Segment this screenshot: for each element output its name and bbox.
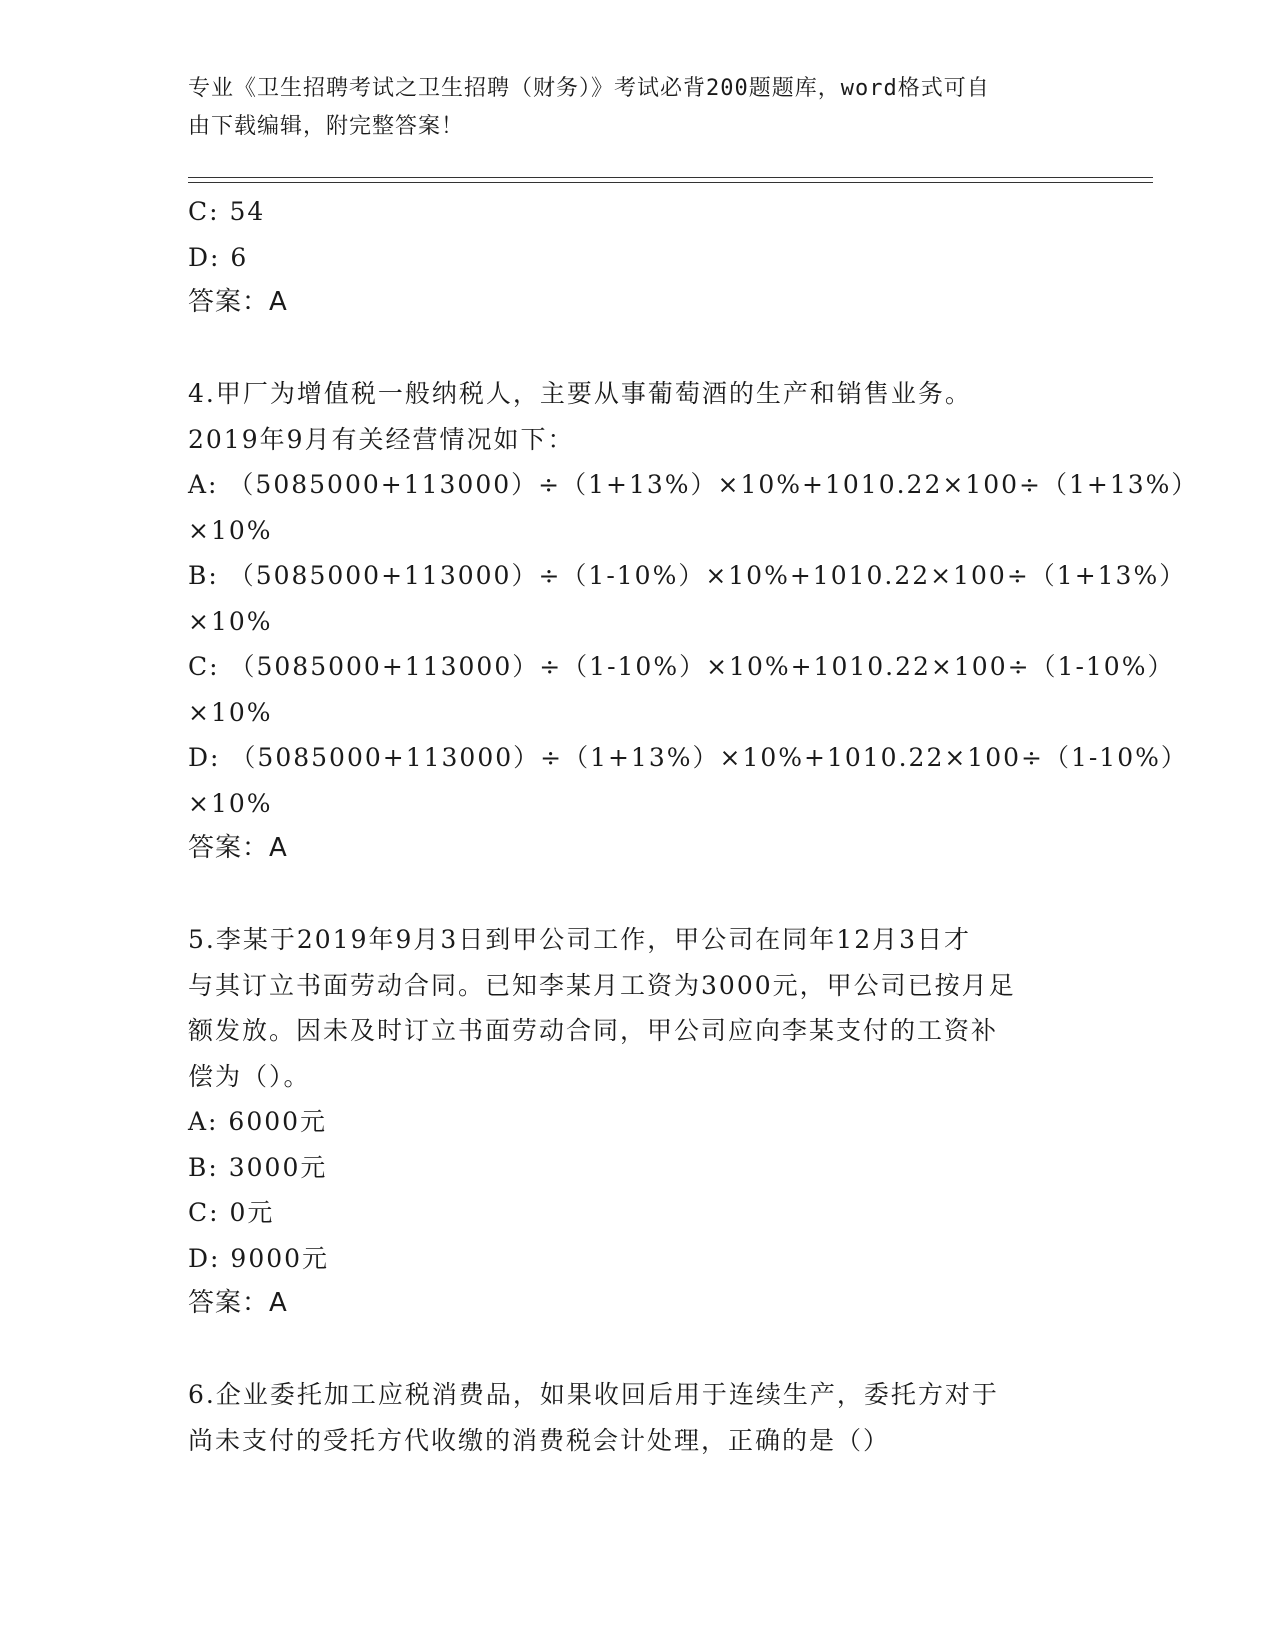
q4-answer: 答案：A	[188, 833, 288, 863]
q5-option-c: C: 0元	[188, 1198, 275, 1227]
header-line-2: 由下载编辑，附完整答案！	[188, 114, 465, 139]
q5-stem-line-1: 5.李某于2019年9月3日到甲公司工作，甲公司在同年12月3日才	[188, 925, 972, 954]
q5-stem-line-2: 与其订立书面劳动合同。已知李某月工资为3000元，甲公司已按月足	[188, 970, 1016, 1000]
header-rule-bottom	[188, 182, 1153, 183]
q4-option-c-line-2: ×10%	[188, 697, 273, 727]
spacer	[188, 872, 1088, 918]
q4-stem-line-1: 4.甲厂为增值税一般纳税人，主要从事葡萄酒的生产和销售业务。	[188, 379, 972, 408]
q5-option-b: B: 3000元	[188, 1152, 328, 1182]
spacer	[188, 326, 1088, 372]
q5-option-a: A: 6000元	[188, 1107, 328, 1136]
q5-stem-line-4: 偿为（）。	[188, 1061, 311, 1091]
q3-option-d: D: 6	[188, 242, 249, 272]
q4-stem-line-2: 2019年9月有关经营情况如下：	[188, 424, 575, 454]
q4-option-d-line-2: ×10%	[188, 788, 273, 818]
header-rule-top	[188, 177, 1153, 178]
q4-option-c-line-1: C: （5085000+113000）÷（1-10%）×10%+1010.22×100÷（1-10%）	[188, 652, 1175, 681]
q6-stem-line-2: 尚未支付的受托方代收缴的消费税会计处理，正确的是（）	[188, 1425, 891, 1455]
q4-option-a-line-1: A: （5085000+113000）÷（1+13%）×10%+1010.22×100÷（1+13%）	[188, 470, 1199, 499]
q4-option-b-line-1: B: （5085000+113000）÷（1-10%）×10%+1010.22×100÷（1+13%）	[188, 561, 1187, 590]
spacer	[188, 1327, 1088, 1373]
q5-option-d: D: 9000元	[188, 1243, 330, 1273]
q4-option-a-line-2: ×10%	[188, 515, 273, 545]
q3-option-c: C: 54	[188, 197, 266, 226]
q4-option-d-line-1: D: （5085000+113000）÷（1+13%）×10%+1010.22×100÷（1-10%）	[188, 743, 1188, 772]
q4-option-b-line-2: ×10%	[188, 606, 273, 636]
q5-answer: 答案：A	[188, 1288, 288, 1318]
document-header	[188, 70, 1068, 146]
document-body	[188, 189, 1199, 1463]
q3-answer: 答案：A	[188, 287, 288, 317]
q5-stem-line-3: 额发放。因未及时订立书面劳动合同，甲公司应向李某支付的工资补	[188, 1016, 999, 1045]
q6-stem-line-1: 6.企业委托加工应税消费品，如果收回后用于连续生产，委托方对于	[188, 1380, 999, 1409]
header-line-1: 专业《卫生招聘考试之卫生招聘（财务）》考试必背200题题库，word格式可自	[188, 76, 990, 101]
